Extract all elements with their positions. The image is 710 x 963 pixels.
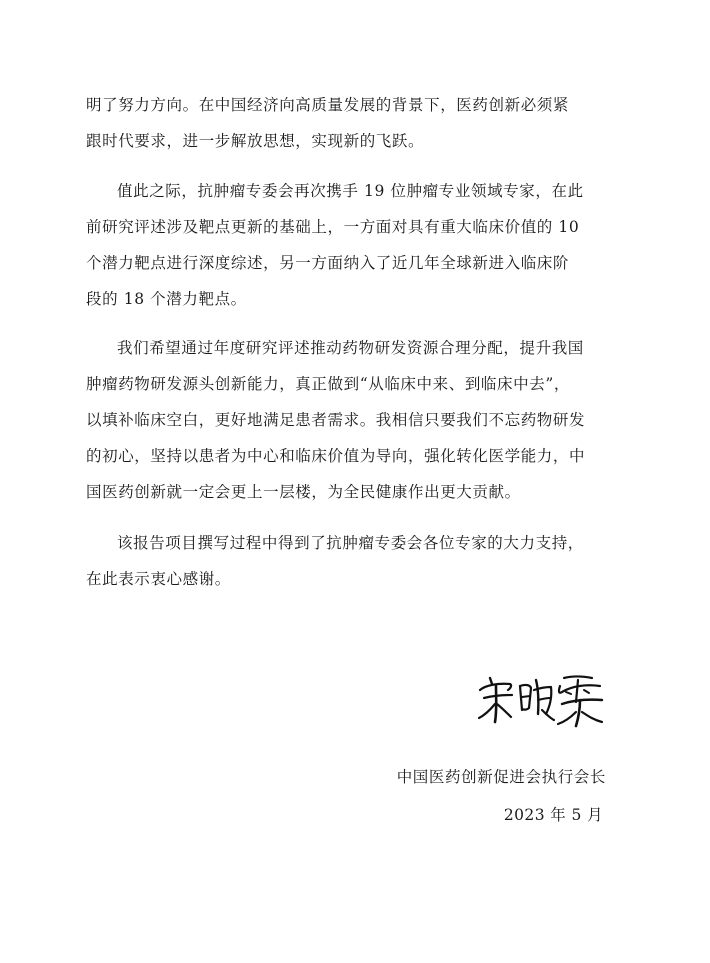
text-line: 该报告项目撰写过程中得到了抗肿瘤专委会各位专家的大力支持， — [117, 534, 584, 552]
paragraph-3 — [86, 330, 606, 510]
text-line: 值此之际，抗肿瘤专委会再次携手 19 位肿瘤专业领域专家，在此 — [117, 182, 584, 200]
text-line: 段的 18 个潜力靶点。 — [86, 290, 247, 308]
text-line: 我们希望通过年度研究评述推动药物研发资源合理分配，提升我国 — [117, 339, 584, 357]
text-line: 国医药创新就一定会更上一层楼，为全民健康作出更大贡献。 — [86, 483, 521, 501]
paragraph-1 — [86, 87, 606, 159]
signatory-organization: 中国医药创新促进会执行会长 — [396, 768, 606, 786]
text-line: 明了努力方向。在中国经济向高质量发展的背景下，医药创新必须紧 — [86, 96, 570, 114]
text-line: 个潜力靶点进行深度综述，另一方面纳入了近几年全球新进入临床阶 — [86, 254, 570, 272]
text-line: 跟时代要求，进一步解放思想，实现新的飞跃。 — [86, 132, 425, 150]
paragraph-4 — [86, 525, 606, 597]
text-line: 前研究评述涉及靶点更新的基础上，一方面对具有重大临床价值的 10 — [86, 218, 580, 236]
paragraph-2 — [86, 173, 606, 317]
handwritten-signature — [476, 668, 606, 730]
signature-date: 2023 年 5 月 — [503, 806, 603, 824]
text-line: 在此表示衷心感谢。 — [86, 570, 231, 588]
text-line: 以填补临床空白，更好地满足患者需求。我相信只要我们不忘药物研发 — [86, 411, 586, 429]
text-line: 的初心，坚持以患者为中心和临床价值为导向，强化转化医学能力，中 — [86, 447, 586, 465]
text-line: 肿瘤药物研发源头创新能力，真正做到“从临床中来、到临床中去”， — [86, 375, 570, 393]
